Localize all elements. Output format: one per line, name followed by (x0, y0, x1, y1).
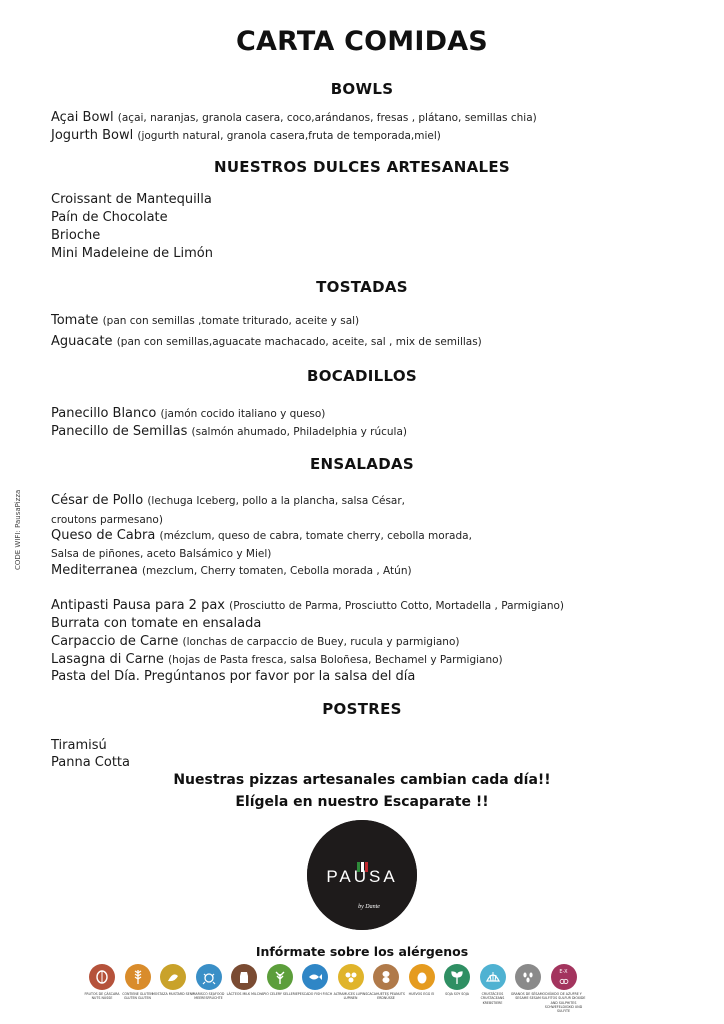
logo-brand-text: PAUSA (326, 867, 398, 886)
item-description: (açai, naranjas, granola casera, coco,arándanos, fresas , plátano, semillas chia) (117, 112, 537, 124)
menu-item (51, 334, 482, 349)
wifi-code-label: CODE WIFI: PausaPizza (14, 489, 22, 570)
celery-icon (267, 964, 293, 990)
mollusc-icon (480, 964, 506, 990)
pausa-logo (307, 820, 417, 930)
menu-item (51, 563, 412, 578)
section-heading-tostadas: TOSTADAS (316, 278, 408, 296)
item-name: Tiramisú (51, 738, 107, 753)
allergen-label: HUEVOS EGG EI (408, 992, 435, 996)
item-name: Panecillo Blanco (51, 406, 157, 421)
milk-icon (231, 964, 257, 990)
menu-item (51, 616, 261, 631)
allergen-label: ALTRAMUCES LUPINS LUPINEN (333, 992, 368, 1001)
item-name: Antipasti Pausa para 2 pax (51, 598, 225, 613)
item-name: Paín de Chocolate (51, 210, 168, 225)
allergen-label: GRANOS DE SÉSAMO SESAME SESAM (510, 992, 546, 1001)
allergen-sulphites (542, 964, 586, 1013)
item-description: (pan con semillas,aguacate machacado, aceite, sal , mix de semillas) (116, 336, 482, 348)
item-name: Burrata con tomate en ensalada (51, 616, 262, 631)
menu-item (51, 528, 472, 543)
item-name: Tomate (51, 313, 99, 328)
item-name: César de Pollo (51, 493, 144, 508)
page-title: CARTA COMIDAS (236, 26, 488, 57)
item-name: Brioche (51, 228, 101, 243)
menu-item (51, 192, 212, 207)
menu-item-continuation (51, 546, 271, 561)
pausa-logo-graphic (307, 820, 417, 930)
menu-item (51, 406, 325, 421)
peanut-icon (373, 964, 399, 990)
menu-item-continuation (51, 512, 163, 527)
wifi-code-text (14, 470, 28, 570)
item-name: Mini Madeleine de Limón (51, 246, 213, 261)
allergen-label: SOJA SOY SOJA (445, 992, 469, 996)
item-description: (Prosciutto de Parma, Prosciutto Cotto, Mortadella , Parmigiano) (229, 600, 564, 612)
sesame-icon (515, 964, 541, 990)
menu-item (51, 652, 503, 667)
menu-item (51, 128, 441, 143)
item-name: Pasta del Día. Pregúntanos por favor por la salsa del día (51, 669, 416, 684)
item-description: (lechuga Iceberg, pollo a la plancha, salsa César, (147, 495, 406, 507)
allergen-label: DIÓXIDO DE AZUFRE Y SULFITOS SULFUR DIOXIDE AND SULPHITES SCHWEFELDIOXID UND SULFITE (541, 992, 586, 1014)
section-heading-postres: POSTRES (322, 700, 402, 718)
allergen-label: CRUSTÁCEOS CRUSTACEANS KREBSTIERE (480, 992, 505, 1005)
shellfish-icon (196, 964, 222, 990)
item-description: (salmón ahumado, Philadelphia y rúcula) (191, 426, 407, 438)
menu-item (51, 634, 459, 649)
item-name: Croissant de Mantequilla (51, 192, 212, 207)
gluten-icon (125, 964, 151, 990)
lupin-icon (338, 964, 364, 990)
allergen-label: FRUTOS DE CÁSCARA NUTS NÜSSE (84, 992, 120, 1001)
allergen-label: CONTIENE GLUTEN GLUTEN GLUTEN (122, 992, 153, 1001)
section-heading-dulces: NUESTROS DULCES ARTESANALES (213, 158, 511, 176)
menu-item (51, 669, 415, 684)
item-description: (pan con semillas ,tomate triturado, aceite y sal) (102, 315, 360, 327)
item-description: (jogurth natural, granola casera,fruta de temporada,miel) (137, 130, 441, 142)
menu-item (51, 210, 168, 225)
item-description: (hojas de Pasta fresca, salsa Boloñesa, Bechamel y Parmigiano) (168, 654, 503, 666)
logo-tagline-text: by Dante (358, 904, 380, 910)
section-heading-bocadillos: BOCADILLOS (307, 367, 417, 385)
fish-icon (302, 964, 328, 990)
allergen-label: MARISCO SEAFOOD MEERESFRÜCHTE (192, 992, 225, 1001)
allergen-label: PESCADO FISH FISCH (297, 992, 333, 996)
item-name: Queso de Cabra (51, 528, 156, 543)
mustard-icon (160, 964, 186, 990)
item-name: Lasagna di Carne (51, 652, 164, 667)
allergen-label: LÁCTEOS MILK MILCH (226, 992, 262, 996)
allergen-label: CACAHUETES PEANUTS ERDNÜSSE (367, 992, 405, 1001)
soy-icon (444, 964, 470, 990)
menu-item (51, 246, 213, 261)
menu-item (51, 493, 405, 508)
item-description: (mézclum, queso de cabra, tomate cherry, cebolla morada, (159, 530, 472, 542)
allergen-mark: E-X (559, 968, 568, 975)
item-description: (mezclum, Cherry tomaten, Cebolla morada , Atún) (141, 565, 412, 577)
sulphites-icon (551, 964, 577, 990)
item-name: Aguacate (51, 334, 113, 349)
nuts-icon (89, 964, 115, 990)
item-name: Mediterranea (51, 563, 138, 578)
menu-item (51, 110, 537, 125)
menu-item (51, 424, 407, 439)
item-description: (jamón cocido italiano y queso) (160, 408, 326, 420)
item-name: Panecillo de Semillas (51, 424, 188, 439)
promo-line-1: Nuestras pizzas artesanales cambian cada día!! (173, 772, 551, 788)
menu-item (51, 738, 107, 753)
menu-item (51, 598, 564, 613)
item-name: Carpaccio de Carne (51, 634, 179, 649)
promo-line-2: Elígela en nuestro Escaparate !! (235, 794, 489, 810)
item-name: Açai Bowl (51, 110, 114, 125)
allergen-label: APIO CELERY SELLERIE (261, 992, 298, 996)
menu-item (51, 755, 130, 770)
item-description: (lonchas de carpaccio de Buey, rucula y parmigiano) (182, 636, 460, 648)
allergen-label: MOSTAZA MUSTARD SENF (152, 992, 194, 996)
menu-item (51, 313, 359, 328)
menu-item (51, 228, 100, 243)
item-description: Salsa de piñones, aceto Balsámico y Miel) (51, 548, 272, 560)
item-name: Jogurth Bowl (51, 128, 134, 143)
allergens-title: Infórmate sobre los alérgenos (255, 944, 469, 959)
item-description: croutons parmesano) (51, 514, 163, 526)
item-name: Panna Cotta (51, 755, 130, 770)
section-heading-bowls: BOWLS (330, 80, 394, 98)
egg-icon (409, 964, 435, 990)
section-heading-ensaladas: ENSALADAS (310, 455, 414, 473)
